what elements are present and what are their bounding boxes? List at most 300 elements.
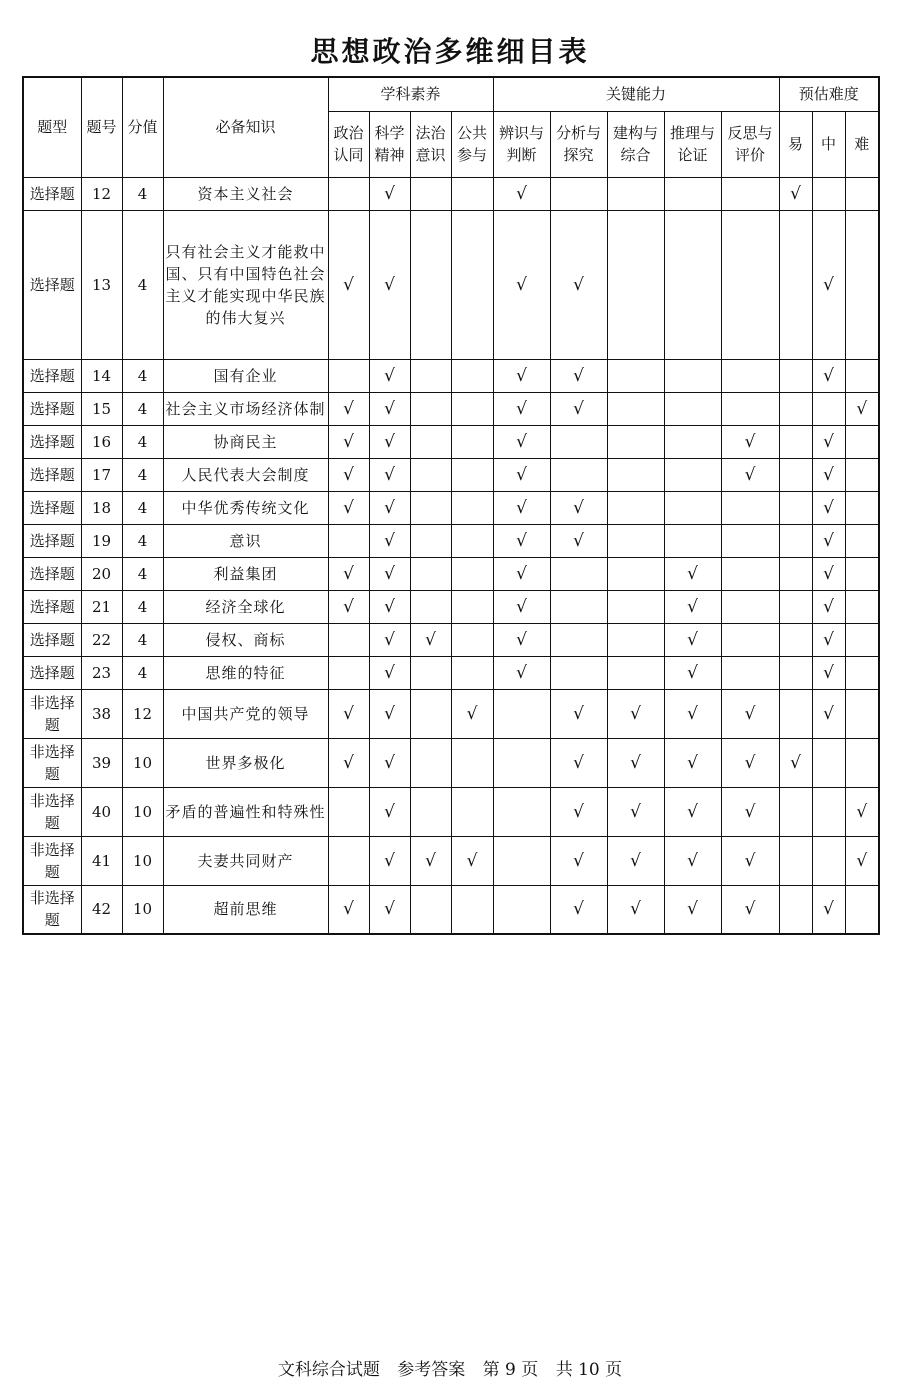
mark-cell <box>410 656 451 689</box>
mark-cell <box>410 458 451 491</box>
mark-cell <box>812 885 845 934</box>
question-knowledge: 中华优秀传统文化 <box>163 491 328 524</box>
header-ability-label: 分析与 <box>556 124 602 142</box>
mark-cell <box>721 425 779 458</box>
question-type: 选择题 <box>23 425 81 458</box>
mark-cell <box>550 738 607 787</box>
check-mark-icon: √ <box>343 596 354 617</box>
mark-cell <box>369 738 410 787</box>
check-mark-icon: √ <box>744 464 756 485</box>
check-mark-icon: √ <box>823 629 834 650</box>
question-knowledge: 夫妻共同财产 <box>163 836 328 885</box>
mark-cell <box>845 425 879 458</box>
mark-cell <box>410 491 451 524</box>
mark-cell <box>493 738 550 787</box>
check-mark-icon: √ <box>630 752 641 773</box>
check-mark-icon: √ <box>687 752 698 773</box>
question-knowledge: 思维的特征 <box>163 656 328 689</box>
page-title: 思想政治多维细目表 <box>310 35 590 68</box>
mark-cell <box>493 458 550 491</box>
question-score: 10 <box>122 738 163 787</box>
mark-cell <box>451 689 493 738</box>
mark-cell <box>845 458 879 491</box>
mark-cell <box>493 787 550 836</box>
mark-cell <box>410 557 451 590</box>
mark-cell <box>451 656 493 689</box>
check-mark-icon: √ <box>343 464 354 485</box>
mark-cell <box>369 458 410 491</box>
mark-cell <box>721 590 779 623</box>
question-number: 39 <box>81 738 122 787</box>
mark-cell <box>410 885 451 934</box>
check-mark-icon: √ <box>516 464 527 485</box>
header-literacy-0 <box>328 111 369 177</box>
check-mark-icon: √ <box>687 629 698 650</box>
check-mark-icon: √ <box>425 629 436 650</box>
mark-cell <box>410 177 451 210</box>
mark-cell <box>812 557 845 590</box>
check-mark-icon: √ <box>343 274 354 295</box>
table-row <box>23 689 879 738</box>
mark-cell <box>607 425 664 458</box>
mark-cell <box>779 425 812 458</box>
check-mark-icon: √ <box>573 801 584 822</box>
question-knowledge: 只有社会主义才能救中国、只有中国特色社会主义才能实现中华民族的伟大复兴 <box>163 210 328 359</box>
mark-cell <box>779 491 812 524</box>
mark-cell <box>779 836 812 885</box>
table-row <box>23 656 879 689</box>
mark-cell <box>410 623 451 656</box>
header-literacy-label: 公共 <box>457 124 488 142</box>
mark-cell <box>779 392 812 425</box>
question-knowledge: 中国共产党的领导 <box>163 689 328 738</box>
mark-cell <box>328 623 369 656</box>
table-row <box>23 836 879 885</box>
question-number: 14 <box>81 359 122 392</box>
mark-cell <box>664 210 721 359</box>
header-difficulty-0: 易 <box>779 111 812 177</box>
check-mark-icon: √ <box>630 703 641 724</box>
mark-cell <box>410 738 451 787</box>
mark-cell <box>369 359 410 392</box>
question-score: 4 <box>122 392 163 425</box>
mark-cell <box>451 557 493 590</box>
mark-cell <box>410 392 451 425</box>
mark-cell <box>721 524 779 557</box>
check-mark-icon: √ <box>384 850 395 871</box>
mark-cell <box>369 524 410 557</box>
footer-page-number: 第 9 页 <box>482 1360 539 1380</box>
question-score: 4 <box>122 524 163 557</box>
mark-cell <box>664 458 721 491</box>
header-ability-label: 判断 <box>506 146 537 164</box>
mark-cell <box>369 557 410 590</box>
header-ability-label: 反思与 <box>727 124 773 142</box>
question-score: 4 <box>122 491 163 524</box>
check-mark-icon: √ <box>823 464 834 485</box>
mark-cell <box>369 623 410 656</box>
mark-cell <box>550 177 607 210</box>
question-knowledge: 经济全球化 <box>163 590 328 623</box>
header-ability-3 <box>664 111 721 177</box>
check-mark-icon: √ <box>343 899 354 920</box>
mark-cell <box>664 656 721 689</box>
check-mark-icon: √ <box>384 530 395 551</box>
mark-cell <box>664 590 721 623</box>
header-group-difficulty: 预估难度 <box>779 77 879 111</box>
question-type: 选择题 <box>23 210 81 359</box>
question-number: 13 <box>81 210 122 359</box>
mark-cell <box>550 623 607 656</box>
mark-cell <box>664 557 721 590</box>
header-literacy-label: 意识 <box>415 146 446 164</box>
question-type: 非选择题 <box>23 689 81 738</box>
check-mark-icon: √ <box>744 850 756 871</box>
check-mark-icon: √ <box>384 629 395 650</box>
check-mark-icon: √ <box>573 398 584 419</box>
mark-cell <box>550 458 607 491</box>
footer-answer-label: 参考答案 <box>397 1360 466 1380</box>
mark-cell <box>369 656 410 689</box>
question-score: 4 <box>122 425 163 458</box>
check-mark-icon: √ <box>516 183 527 204</box>
check-mark-icon: √ <box>744 703 756 724</box>
question-type: 选择题 <box>23 458 81 491</box>
question-number: 15 <box>81 392 122 425</box>
mark-cell <box>607 524 664 557</box>
header-ability-label: 综合 <box>620 146 651 164</box>
mark-cell <box>451 787 493 836</box>
mark-cell <box>812 425 845 458</box>
check-mark-icon: √ <box>573 530 584 551</box>
mark-cell <box>493 392 550 425</box>
mark-cell <box>451 623 493 656</box>
table-row <box>23 177 879 210</box>
mark-cell <box>812 392 845 425</box>
question-knowledge: 资本主义社会 <box>163 177 328 210</box>
mark-cell <box>550 557 607 590</box>
page-footer <box>0 1355 900 1380</box>
header-group-ability: 关键能力 <box>493 77 779 111</box>
mark-cell <box>607 885 664 934</box>
mark-cell <box>721 177 779 210</box>
mark-cell <box>607 590 664 623</box>
check-mark-icon: √ <box>343 563 354 584</box>
mark-cell <box>550 689 607 738</box>
header-literacy-2 <box>410 111 451 177</box>
mark-cell <box>664 738 721 787</box>
header-literacy-1 <box>369 111 410 177</box>
question-score: 10 <box>122 787 163 836</box>
question-type: 选择题 <box>23 524 81 557</box>
question-type: 非选择题 <box>23 836 81 885</box>
mark-cell <box>410 689 451 738</box>
header-knowledge: 必备知识 <box>163 77 328 177</box>
check-mark-icon: √ <box>573 365 584 386</box>
header-score: 分值 <box>122 77 163 177</box>
table-row <box>23 557 879 590</box>
table-row <box>23 623 879 656</box>
mark-cell <box>451 392 493 425</box>
mark-cell <box>779 557 812 590</box>
check-mark-icon: √ <box>687 662 698 683</box>
check-mark-icon: √ <box>516 398 527 419</box>
mark-cell <box>779 787 812 836</box>
question-number: 41 <box>81 836 122 885</box>
mark-cell <box>607 738 664 787</box>
mark-cell <box>328 689 369 738</box>
mark-cell <box>812 210 845 359</box>
mark-cell <box>369 689 410 738</box>
mark-cell <box>721 885 779 934</box>
mark-cell <box>721 359 779 392</box>
check-mark-icon: √ <box>823 431 834 452</box>
check-mark-icon: √ <box>384 398 395 419</box>
mark-cell <box>845 738 879 787</box>
mark-cell <box>812 787 845 836</box>
mark-cell <box>550 392 607 425</box>
check-mark-icon: √ <box>516 596 527 617</box>
check-mark-icon: √ <box>823 563 834 584</box>
mark-cell <box>812 623 845 656</box>
check-mark-icon: √ <box>630 801 641 822</box>
mark-cell <box>550 787 607 836</box>
mark-cell <box>328 738 369 787</box>
question-type: 选择题 <box>23 491 81 524</box>
mark-cell <box>493 425 550 458</box>
table-row <box>23 590 879 623</box>
mark-cell <box>845 623 879 656</box>
question-type: 选择题 <box>23 557 81 590</box>
header-literacy-label: 政治 <box>333 124 364 142</box>
question-number: 19 <box>81 524 122 557</box>
table-row <box>23 425 879 458</box>
mark-cell <box>410 590 451 623</box>
mark-cell <box>607 623 664 656</box>
check-mark-icon: √ <box>516 431 527 452</box>
check-mark-icon: √ <box>790 183 801 204</box>
mark-cell <box>451 210 493 359</box>
table-row <box>23 787 879 836</box>
check-mark-icon: √ <box>823 899 834 920</box>
check-mark-icon: √ <box>687 703 698 724</box>
mark-cell <box>493 836 550 885</box>
check-mark-icon: √ <box>343 431 354 452</box>
check-mark-icon: √ <box>343 497 354 518</box>
mark-cell <box>845 689 879 738</box>
question-score: 4 <box>122 210 163 359</box>
mark-cell <box>664 623 721 656</box>
mark-cell <box>721 491 779 524</box>
mark-cell <box>779 689 812 738</box>
check-mark-icon: √ <box>384 703 395 724</box>
mark-cell <box>410 359 451 392</box>
mark-cell <box>451 425 493 458</box>
mark-cell <box>812 689 845 738</box>
question-number: 20 <box>81 557 122 590</box>
header-ability-label: 论证 <box>677 146 708 164</box>
footer-exam-name: 文科综合试题 <box>277 1360 380 1380</box>
check-mark-icon: √ <box>466 850 478 871</box>
question-number: 23 <box>81 656 122 689</box>
mark-cell <box>721 689 779 738</box>
question-number: 42 <box>81 885 122 934</box>
mark-cell <box>607 656 664 689</box>
table-row <box>23 491 879 524</box>
header-ability-label: 建构与 <box>613 124 659 142</box>
mark-cell <box>845 787 879 836</box>
check-mark-icon: √ <box>384 899 395 920</box>
header-type: 题型 <box>23 77 81 177</box>
check-mark-icon: √ <box>630 899 641 920</box>
mark-cell <box>845 885 879 934</box>
mark-cell <box>369 425 410 458</box>
mark-cell <box>845 177 879 210</box>
mark-cell <box>812 590 845 623</box>
mark-cell <box>607 177 664 210</box>
table-row <box>23 359 879 392</box>
question-knowledge: 超前思维 <box>163 885 328 934</box>
header-ability-1 <box>550 111 607 177</box>
check-mark-icon: √ <box>823 497 834 518</box>
mark-cell <box>493 177 550 210</box>
check-mark-icon: √ <box>856 398 868 419</box>
question-score: 4 <box>122 623 163 656</box>
mark-cell <box>451 885 493 934</box>
check-mark-icon: √ <box>384 563 395 584</box>
question-knowledge: 侵权、商标 <box>163 623 328 656</box>
mark-cell <box>550 210 607 359</box>
table-row <box>23 738 879 787</box>
check-mark-icon: √ <box>425 850 436 871</box>
check-mark-icon: √ <box>744 801 756 822</box>
mark-cell <box>493 590 550 623</box>
mark-cell <box>721 392 779 425</box>
check-mark-icon: √ <box>744 899 756 920</box>
check-mark-icon: √ <box>573 497 584 518</box>
mark-cell <box>369 392 410 425</box>
mark-cell <box>493 885 550 934</box>
mark-cell <box>664 689 721 738</box>
check-mark-icon: √ <box>384 497 395 518</box>
question-type: 选择题 <box>23 623 81 656</box>
mark-cell <box>410 425 451 458</box>
question-number: 12 <box>81 177 122 210</box>
mark-cell <box>779 885 812 934</box>
mark-cell <box>328 557 369 590</box>
mark-cell <box>369 836 410 885</box>
check-mark-icon: √ <box>823 596 834 617</box>
mark-cell <box>328 656 369 689</box>
mark-cell <box>451 524 493 557</box>
mark-cell <box>328 590 369 623</box>
check-mark-icon: √ <box>343 398 354 419</box>
header-ability-0 <box>493 111 550 177</box>
mark-cell <box>493 524 550 557</box>
mark-cell <box>451 491 493 524</box>
mark-cell <box>664 885 721 934</box>
question-number: 18 <box>81 491 122 524</box>
mark-cell <box>607 787 664 836</box>
question-score: 4 <box>122 177 163 210</box>
mark-cell <box>369 177 410 210</box>
mark-cell <box>845 491 879 524</box>
question-number: 21 <box>81 590 122 623</box>
header-literacy-label: 科学 <box>374 124 405 142</box>
mark-cell <box>328 210 369 359</box>
mark-cell <box>493 557 550 590</box>
check-mark-icon: √ <box>573 899 584 920</box>
check-mark-icon: √ <box>384 662 395 683</box>
check-mark-icon: √ <box>516 662 527 683</box>
question-score: 4 <box>122 359 163 392</box>
header-difficulty-1: 中 <box>812 111 845 177</box>
check-mark-icon: √ <box>744 752 756 773</box>
check-mark-icon: √ <box>823 530 834 551</box>
mark-cell <box>550 885 607 934</box>
mark-cell <box>328 392 369 425</box>
mark-cell <box>328 524 369 557</box>
mark-cell <box>451 738 493 787</box>
question-score: 12 <box>122 689 163 738</box>
mark-cell <box>721 836 779 885</box>
mark-cell <box>812 738 845 787</box>
mark-cell <box>607 359 664 392</box>
mark-cell <box>410 787 451 836</box>
mark-cell <box>779 458 812 491</box>
mark-cell <box>812 524 845 557</box>
table-row <box>23 210 879 359</box>
check-mark-icon: √ <box>687 850 698 871</box>
mark-cell <box>845 590 879 623</box>
check-mark-icon: √ <box>516 497 527 518</box>
mark-cell <box>451 836 493 885</box>
mark-cell <box>369 787 410 836</box>
question-type: 选择题 <box>23 590 81 623</box>
mark-cell <box>369 491 410 524</box>
mark-cell <box>493 656 550 689</box>
mark-cell <box>812 836 845 885</box>
check-mark-icon: √ <box>573 274 584 295</box>
mark-cell <box>550 590 607 623</box>
check-mark-icon: √ <box>384 752 395 773</box>
check-mark-icon: √ <box>516 530 527 551</box>
check-mark-icon: √ <box>687 596 698 617</box>
mark-cell <box>550 656 607 689</box>
mark-cell <box>550 359 607 392</box>
question-knowledge: 国有企业 <box>163 359 328 392</box>
question-number: 17 <box>81 458 122 491</box>
mark-cell <box>451 177 493 210</box>
question-type: 选择题 <box>23 392 81 425</box>
check-mark-icon: √ <box>573 703 584 724</box>
question-type: 非选择题 <box>23 738 81 787</box>
check-mark-icon: √ <box>856 801 868 822</box>
mark-cell <box>550 425 607 458</box>
check-mark-icon: √ <box>573 850 584 871</box>
footer-page-total: 共 10 页 <box>555 1360 623 1380</box>
mark-cell <box>493 689 550 738</box>
question-score: 4 <box>122 656 163 689</box>
mark-cell <box>664 359 721 392</box>
mark-cell <box>607 557 664 590</box>
table-row <box>23 524 879 557</box>
check-mark-icon: √ <box>384 801 395 822</box>
question-type: 选择题 <box>23 359 81 392</box>
check-mark-icon: √ <box>823 365 834 386</box>
header-literacy-label: 精神 <box>374 146 405 164</box>
table-row <box>23 392 879 425</box>
